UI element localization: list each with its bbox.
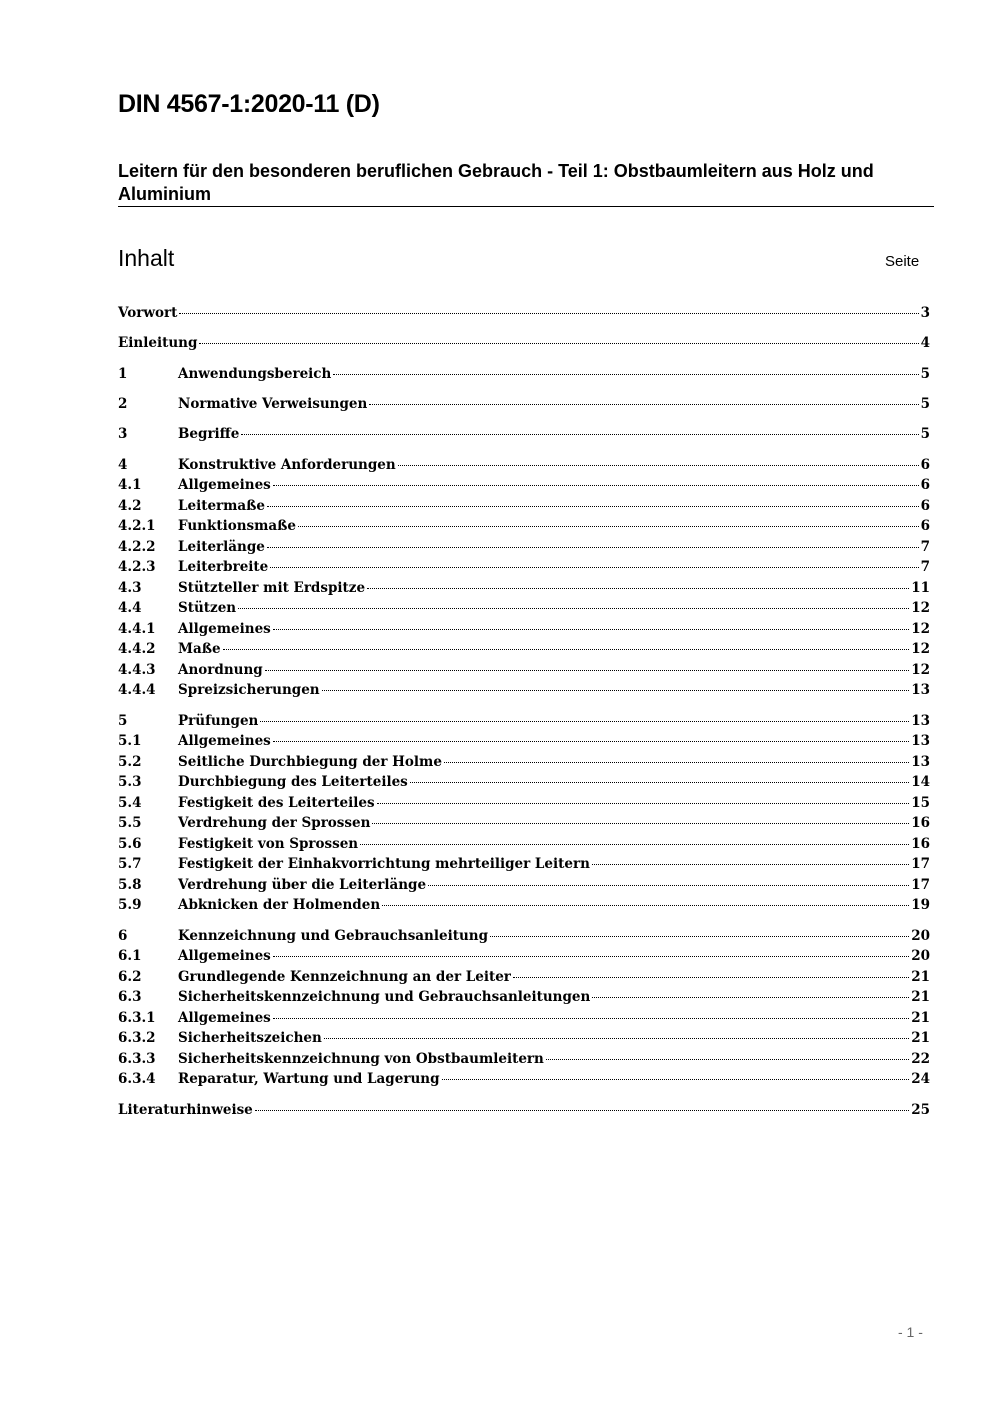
toc-entry-title: Allgemeines bbox=[178, 1010, 271, 1026]
toc-entry-number: 6.3.3 bbox=[118, 1051, 156, 1067]
toc-dot-leader bbox=[273, 956, 909, 957]
toc-entry-title: Literaturhinweise bbox=[118, 1102, 253, 1118]
toc-dot-leader bbox=[270, 567, 918, 568]
toc-entry-number: 6.3 bbox=[118, 989, 142, 1005]
toc-entry[interactable] bbox=[118, 731, 930, 751]
toc-entry-title: Sicherheitskennzeichnung von Obstbaumleitern bbox=[178, 1051, 544, 1067]
toc-dot-leader bbox=[377, 803, 910, 804]
toc-entry-title: Allgemeines bbox=[178, 948, 271, 964]
toc-entry-page: 17 bbox=[911, 856, 930, 872]
toc-entry[interactable] bbox=[118, 834, 930, 854]
toc-entry-title: Einleitung bbox=[118, 335, 198, 351]
toc-entry-page: 6 bbox=[920, 477, 930, 493]
toc-entry[interactable] bbox=[118, 1028, 930, 1048]
toc-entry[interactable] bbox=[118, 660, 930, 680]
toc-entry[interactable] bbox=[118, 772, 930, 792]
toc-dot-leader bbox=[369, 404, 918, 405]
toc-entry-title: Verdrehung über die Leiterlänge bbox=[178, 877, 427, 893]
toc-dot-leader bbox=[241, 434, 918, 435]
toc-entry-number: 4.2.2 bbox=[118, 539, 156, 555]
toc-entry-number: 5 bbox=[118, 713, 128, 729]
toc-entry[interactable] bbox=[118, 303, 930, 323]
toc-entry-title: Begriffe bbox=[178, 426, 240, 442]
toc-entry-page: 21 bbox=[911, 1030, 930, 1046]
toc-entry-page: 13 bbox=[911, 682, 930, 698]
toc-dot-leader bbox=[267, 506, 919, 507]
toc-entry[interactable] bbox=[118, 895, 930, 915]
toc-entry-page: 15 bbox=[911, 795, 930, 811]
toc-entry[interactable] bbox=[118, 475, 930, 495]
toc-entry-page: 16 bbox=[911, 836, 930, 852]
toc-entry[interactable] bbox=[118, 926, 930, 946]
toc-entry-number: 4.3 bbox=[118, 580, 142, 596]
toc-entry-page: 5 bbox=[920, 396, 930, 412]
toc-entry-page: 21 bbox=[911, 1010, 930, 1026]
toc-entry-page: 12 bbox=[911, 662, 930, 678]
toc-entry[interactable] bbox=[118, 557, 930, 577]
toc-dot-leader bbox=[260, 721, 909, 722]
toc-entry-number: 4.2.3 bbox=[118, 559, 156, 575]
toc-entry-page: 20 bbox=[911, 948, 930, 964]
toc-entry-title: Durchbiegung des Leiterteiles bbox=[178, 774, 408, 790]
toc-entry-title: Allgemeines bbox=[178, 477, 271, 493]
toc-entry-title: Verdrehung der Sprossen bbox=[178, 815, 371, 831]
toc-entry-number: 4.4.1 bbox=[118, 621, 156, 637]
toc-entry-title: Reparatur, Wartung und Lagerung bbox=[178, 1071, 440, 1087]
toc-entry-page: 6 bbox=[920, 457, 930, 473]
toc-dot-leader bbox=[398, 465, 919, 466]
toc-entry-title: Festigkeit von Sprossen bbox=[178, 836, 359, 852]
toc-entry-title: Spreizsicherungen bbox=[178, 682, 320, 698]
toc-entry-page: 12 bbox=[911, 600, 930, 616]
toc-entry-number: 4.4 bbox=[118, 600, 142, 616]
toc-entry-page: 20 bbox=[911, 928, 930, 944]
toc-entry-number: 5.2 bbox=[118, 754, 142, 770]
toc-entry-number: 1 bbox=[118, 366, 128, 382]
toc-entry[interactable] bbox=[118, 854, 930, 874]
toc-dot-leader bbox=[273, 629, 909, 630]
toc-dot-leader bbox=[444, 762, 909, 763]
toc-entry[interactable] bbox=[118, 680, 930, 700]
toc-entry-page: 21 bbox=[911, 969, 930, 985]
toc-dot-leader bbox=[333, 374, 918, 375]
toc-entry-page: 7 bbox=[920, 559, 930, 575]
toc-entry-page: 13 bbox=[911, 754, 930, 770]
toc-dot-leader bbox=[223, 649, 910, 650]
toc-entry-number: 6.1 bbox=[118, 948, 142, 964]
toc-entry-page: 5 bbox=[920, 366, 930, 382]
toc-entry-number: 5.5 bbox=[118, 815, 142, 831]
toc-entry-page: 22 bbox=[911, 1051, 930, 1067]
toc-dot-leader bbox=[546, 1059, 909, 1060]
toc-dot-leader bbox=[442, 1079, 910, 1080]
page-number: - 1 - bbox=[898, 1324, 923, 1340]
toc-entry[interactable] bbox=[118, 946, 930, 966]
toc-entry[interactable] bbox=[118, 752, 930, 772]
toc-entry[interactable] bbox=[118, 333, 930, 353]
toc-entry-page: 12 bbox=[911, 621, 930, 637]
toc-dot-leader bbox=[255, 1110, 909, 1111]
toc-entry-title: Stützteller mit Erdspitze bbox=[178, 580, 366, 596]
document-subtitle: Leitern für den besonderen beruflichen Gebrauch - Teil 1: Obstbaumleitern aus Holz und Aluminium bbox=[118, 161, 874, 204]
toc-dot-leader bbox=[324, 1038, 909, 1039]
toc-entry-number: 3 bbox=[118, 426, 128, 442]
toc-dot-leader bbox=[238, 608, 909, 609]
toc-entry-page: 7 bbox=[920, 539, 930, 555]
toc-entry-title: Funktionsmaße bbox=[178, 518, 296, 534]
toc-entry[interactable] bbox=[118, 711, 930, 731]
toc-entry-page: 16 bbox=[911, 815, 930, 831]
toc-entry-page: 21 bbox=[911, 989, 930, 1005]
toc-entry[interactable] bbox=[118, 813, 930, 833]
toc-entry[interactable] bbox=[118, 455, 930, 475]
toc-entry-page: 6 bbox=[920, 518, 930, 534]
toc-dot-leader bbox=[179, 313, 918, 314]
toc-entry-number: 5.6 bbox=[118, 836, 142, 852]
toc-entry-number: 4.4.3 bbox=[118, 662, 156, 678]
toc-dot-leader bbox=[267, 547, 919, 548]
toc-entry-number: 4.2 bbox=[118, 498, 142, 514]
subtitle-divider bbox=[118, 206, 934, 207]
toc-entry[interactable] bbox=[118, 619, 930, 639]
toc-entry[interactable] bbox=[118, 1008, 930, 1028]
toc-entry-page: 12 bbox=[911, 641, 930, 657]
toc-dot-leader bbox=[372, 823, 909, 824]
toc-dot-leader bbox=[382, 905, 909, 906]
toc-entry-title: Prüfungen bbox=[178, 713, 259, 729]
toc-entry[interactable] bbox=[118, 987, 930, 1007]
toc-entry[interactable] bbox=[118, 364, 930, 384]
toc-entry-title: Anordnung bbox=[178, 662, 263, 678]
toc-entry[interactable] bbox=[118, 578, 930, 598]
toc-entry-number: 5.3 bbox=[118, 774, 142, 790]
toc-entry-title: Festigkeit des Leiterteiles bbox=[178, 795, 375, 811]
toc-dot-leader bbox=[513, 977, 909, 978]
toc-entry-number: 5.8 bbox=[118, 877, 142, 893]
toc-entry-page: 13 bbox=[911, 733, 930, 749]
toc-heading: Inhalt bbox=[118, 245, 175, 271]
toc-entry-number: 4.4.4 bbox=[118, 682, 156, 698]
toc-entry-page: 17 bbox=[911, 877, 930, 893]
toc-dot-leader bbox=[322, 690, 910, 691]
toc-entry-title: Leiterlänge bbox=[178, 539, 265, 555]
toc-dot-leader bbox=[273, 485, 919, 486]
toc-entry-title: Seitliche Durchbiegung der Holme bbox=[178, 754, 442, 770]
toc-entry-title: Maße bbox=[178, 641, 221, 657]
toc-dot-leader bbox=[199, 343, 918, 344]
toc-dot-leader bbox=[265, 670, 909, 671]
toc-entry-page: 19 bbox=[911, 897, 930, 913]
toc-entry-page: 6 bbox=[920, 498, 930, 514]
toc-entry-title: Allgemeines bbox=[178, 621, 271, 637]
toc-entry-title: Konstruktive Anforderungen bbox=[178, 457, 396, 473]
toc-dot-leader bbox=[490, 936, 909, 937]
toc-entry-number: 5.7 bbox=[118, 856, 142, 872]
toc-entry[interactable] bbox=[118, 793, 930, 813]
toc-dot-leader bbox=[428, 885, 909, 886]
toc-entry[interactable] bbox=[118, 875, 930, 895]
toc-entry[interactable] bbox=[118, 598, 930, 618]
toc-entry-number: 5.9 bbox=[118, 897, 142, 913]
toc-dot-leader bbox=[298, 526, 919, 527]
toc-entry-title: Festigkeit der Einhakvorrichtung mehrteiliger Leitern bbox=[178, 856, 590, 872]
toc-entry-title: Grundlegende Kennzeichnung an der Leiter bbox=[178, 969, 511, 985]
toc-entry-title: Abknicken der Holmenden bbox=[178, 897, 381, 913]
toc-entry-number: 6.3.2 bbox=[118, 1030, 156, 1046]
toc-entry-title: Sicherheitszeichen bbox=[178, 1030, 322, 1046]
toc-entry-number: 4.1 bbox=[118, 477, 142, 493]
toc-entry-page: 13 bbox=[911, 713, 930, 729]
toc-entry[interactable] bbox=[118, 537, 930, 557]
toc-entry-number: 6 bbox=[118, 928, 128, 944]
toc-entry-number: 6.3.4 bbox=[118, 1071, 156, 1087]
toc-entry-page: 4 bbox=[920, 335, 930, 351]
toc-entry-page: 5 bbox=[920, 426, 930, 442]
toc-entry[interactable] bbox=[118, 394, 930, 414]
toc-entry[interactable] bbox=[118, 1049, 930, 1069]
toc-entry-page: 14 bbox=[911, 774, 930, 790]
toc-entry[interactable] bbox=[118, 1069, 930, 1089]
toc-entry-page: 24 bbox=[911, 1071, 930, 1087]
toc-entry[interactable] bbox=[118, 516, 930, 536]
toc-entry-number: 2 bbox=[118, 396, 128, 412]
toc-dot-leader bbox=[360, 844, 909, 845]
toc-entry-title: Allgemeines bbox=[178, 733, 271, 749]
toc-entry-title: Normative Verweisungen bbox=[178, 396, 368, 412]
toc-entry-title: Sicherheitskennzeichnung und Gebrauchsanleitungen bbox=[178, 989, 591, 1005]
toc-entry[interactable] bbox=[118, 967, 930, 987]
toc-entry-number: 6.2 bbox=[118, 969, 142, 985]
toc-dot-leader bbox=[273, 741, 909, 742]
toc-dot-leader bbox=[273, 1018, 909, 1019]
toc-entry-page: 25 bbox=[911, 1102, 930, 1118]
toc-entry-title: Leiterbreite bbox=[178, 559, 269, 575]
toc-entry-page: 3 bbox=[920, 305, 930, 321]
toc-entry-title: Kennzeichnung und Gebrauchsanleitung bbox=[178, 928, 489, 944]
toc-entry[interactable] bbox=[118, 496, 930, 516]
toc-page-column-heading: Seite bbox=[885, 253, 920, 270]
toc-dot-leader bbox=[592, 864, 909, 865]
toc-entry-number: 5.4 bbox=[118, 795, 142, 811]
toc-entry-number: 4 bbox=[118, 457, 128, 473]
toc-entry-number: 5.1 bbox=[118, 733, 142, 749]
toc-entry[interactable] bbox=[118, 639, 930, 659]
toc-dot-leader bbox=[410, 782, 909, 783]
toc-entry-number: 4.4.2 bbox=[118, 641, 156, 657]
toc-entry-title: Stützen bbox=[178, 600, 237, 616]
toc-entry-page: 11 bbox=[911, 580, 930, 596]
toc-entry-title: Leitermaße bbox=[178, 498, 266, 514]
toc-entry-number: 4.2.1 bbox=[118, 518, 156, 534]
toc-entry[interactable] bbox=[118, 424, 930, 444]
toc-entry[interactable] bbox=[118, 1100, 930, 1120]
toc-entry-number: 6.3.1 bbox=[118, 1010, 156, 1026]
document-title: DIN 4567-1:2020-11 (D) bbox=[118, 90, 380, 118]
toc-entry-title: Anwendungsbereich bbox=[178, 366, 332, 382]
toc-dot-leader bbox=[367, 588, 909, 589]
toc-dot-leader bbox=[592, 997, 909, 998]
toc-entry-title: Vorwort bbox=[118, 305, 178, 321]
